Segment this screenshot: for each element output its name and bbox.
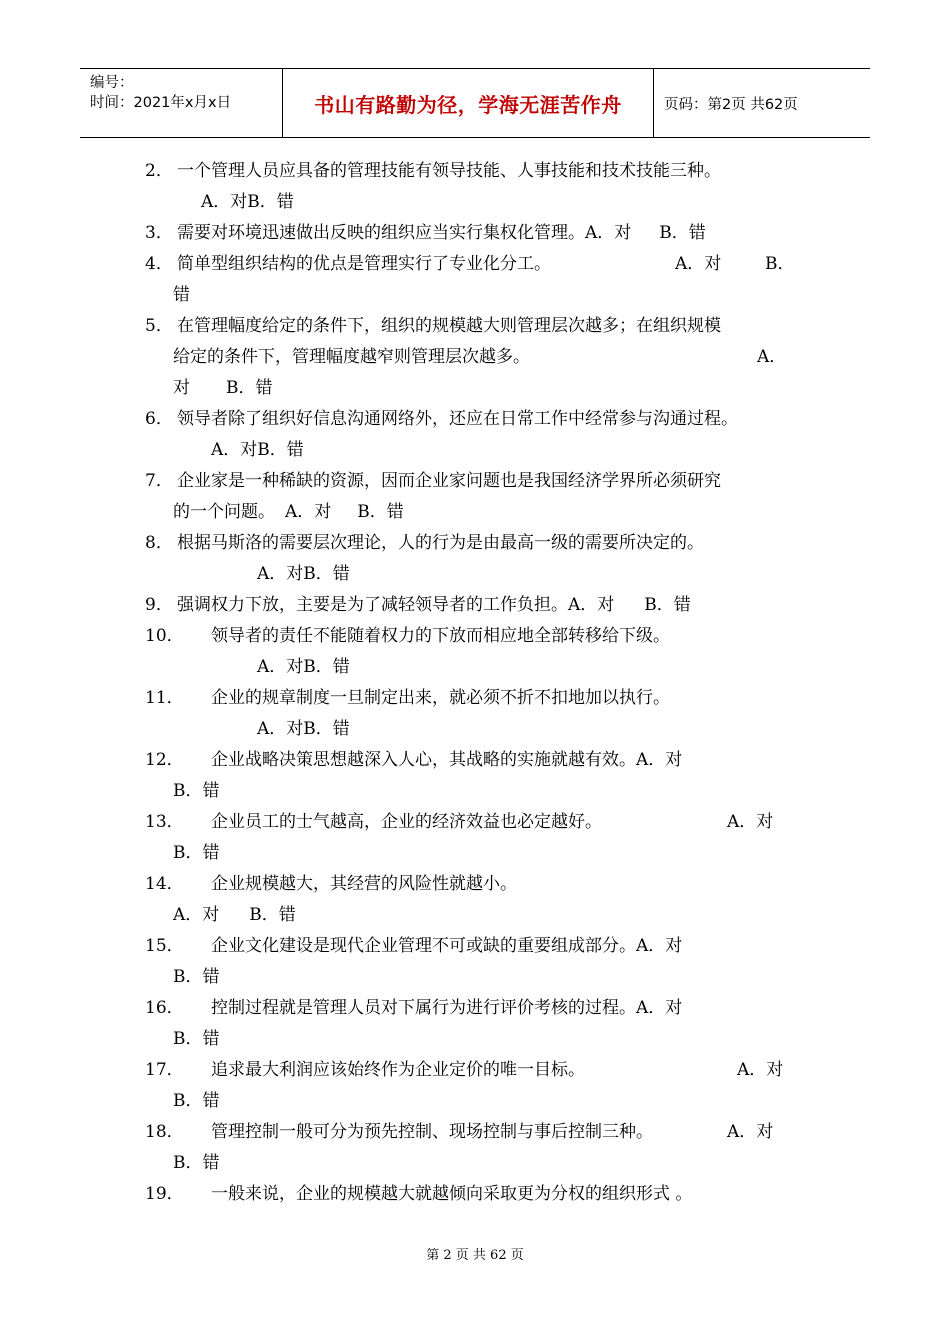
question-12 — [145, 745, 815, 776]
footer-page-number: 第 2 页 共 62 页 — [426, 1248, 524, 1263]
question-text: 简单型组织结构的优点是管理实行了专业化分工。 — [177, 254, 551, 274]
option-b[interactable]: B．错 — [173, 1029, 220, 1049]
option-a[interactable]: A．对 — [727, 1122, 774, 1142]
question-text: 强调权力下放，主要是为了减轻领导者的工作负担。 — [177, 595, 568, 615]
question-number: 7． — [145, 471, 173, 491]
page-footer — [0, 1244, 950, 1263]
option-b[interactable]: B．错 — [303, 719, 350, 739]
header-page-cell — [654, 69, 870, 137]
question-15 — [145, 931, 815, 962]
question-text: 一个管理人员应具备的管理技能有领导技能、人事技能和技术技能三种。 — [177, 161, 721, 181]
option-b[interactable]: B．错 — [303, 657, 350, 677]
option-a[interactable]: A．对 — [285, 502, 332, 522]
question-list — [145, 156, 815, 1210]
option-b[interactable]: B．错 — [173, 1153, 220, 1173]
question-17 — [145, 1055, 815, 1086]
question-number: 3． — [145, 223, 173, 243]
question-15-cont — [145, 962, 815, 993]
option-b[interactable]: B．错 — [247, 192, 294, 212]
question-text: 领导者除了组织好信息沟通网络外，还应在日常工作中经常参与沟通过程。 — [177, 409, 738, 429]
question-5-options: 对 B．错 — [173, 378, 273, 398]
question-number: 17． — [145, 1060, 184, 1080]
option-a[interactable]: A．对 — [636, 936, 683, 956]
question-text: 企业战略决策思想越深入人心，其战略的实施就越有效。 — [211, 750, 636, 770]
option-b[interactable]: B．错 — [173, 1091, 220, 1111]
option-a[interactable]: A．对 — [675, 254, 722, 274]
question-7-line2 — [145, 497, 815, 528]
question-10-options — [145, 652, 815, 683]
question-14 — [145, 869, 815, 900]
question-number: 11． — [145, 688, 184, 708]
question-13 — [145, 807, 815, 838]
option-a[interactable]: A．对 — [585, 223, 632, 243]
question-9 — [145, 590, 815, 621]
option-a[interactable]: A．对 — [257, 657, 304, 677]
question-4: 4． 简单型组织结构的优点是管理实行了专业化分工。 A．对 B． — [145, 249, 815, 280]
question-8-options — [145, 559, 815, 590]
option-a[interactable]: A．对 — [201, 192, 248, 212]
question-11-options — [145, 714, 815, 745]
question-number: 13． — [145, 812, 184, 832]
question-text: 在管理幅度给定的条件下，组织的规模越大则管理层次越多；在组织规模 — [177, 316, 721, 336]
header-motto-cell — [282, 69, 654, 137]
question-18-cont — [145, 1148, 815, 1179]
question-number: 8． — [145, 533, 173, 553]
question-text: 企业的规章制度一旦制定出来，就必须不折不扣地加以执行。 — [211, 688, 670, 708]
question-2 — [145, 156, 815, 187]
question-16-cont — [145, 1024, 815, 1055]
question-text: 追求最大利润应该始终作为企业定价的唯一目标。 — [211, 1060, 585, 1080]
question-3 — [145, 218, 815, 249]
option-b[interactable]: B．错 — [226, 378, 273, 398]
option-a[interactable]: A．对 — [636, 998, 683, 1018]
question-text: 企业文化建设是现代企业管理不可或缺的重要组成部分。 — [211, 936, 636, 956]
question-text: 根据马斯洛的需要层次理论，人的行为是由最高一级的需要所决定的。 — [177, 533, 704, 553]
question-number: 6． — [145, 409, 173, 429]
question-6 — [145, 404, 815, 435]
option-b[interactable]: B．错 — [257, 440, 304, 460]
question-5-line2: 给定的条件下，管理幅度越窄则管理层次越多。 A． — [173, 347, 787, 367]
question-number: 9． — [145, 595, 173, 615]
question-16 — [145, 993, 815, 1024]
question-13-cont — [145, 838, 815, 869]
question-text-2: 的一个问题。 — [173, 502, 275, 522]
question-number: 19． — [145, 1184, 184, 1204]
page-label: 页码：第2页 共62页 — [664, 96, 798, 113]
question-11 — [145, 683, 815, 714]
question-text: 企业家是一种稀缺的资源，因而企业家问题也是我国经济学界所必须研究 — [177, 471, 721, 491]
option-a[interactable]: A．对 — [636, 750, 683, 770]
question-text: 控制过程就是管理人员对下属行为进行评价考核的过程。 — [211, 998, 636, 1018]
number-label: 编号： — [90, 75, 134, 91]
motto: 书山有路勤为径，学海无涯苦作舟 — [314, 92, 622, 117]
option-b[interactable]: B．错 — [173, 781, 220, 801]
header-meta-cell — [80, 69, 282, 137]
option-a[interactable]: A．对 — [737, 1060, 784, 1080]
option-a[interactable]: A．对 — [173, 905, 220, 925]
option-b[interactable]: B．错 — [173, 967, 220, 987]
question-19 — [145, 1179, 815, 1210]
question-text: 企业规模越大，其经营的风险性就越小。 — [211, 874, 517, 894]
question-5 — [145, 311, 815, 342]
question-10 — [145, 621, 815, 652]
option-a[interactable]: A．对 — [568, 595, 615, 615]
question-4-cont: 错 — [173, 285, 190, 305]
option-b[interactable]: B．错 — [357, 502, 404, 522]
question-number: 5． — [145, 316, 173, 336]
question-number: 10． — [145, 626, 184, 646]
question-number: 18． — [145, 1122, 184, 1142]
question-text: 管理控制一般可分为预先控制、现场控制与事后控制三种。 — [211, 1122, 653, 1142]
question-number: 14． — [145, 874, 184, 894]
option-a[interactable]: A．对 — [257, 564, 304, 584]
question-number: 4． — [145, 254, 173, 274]
question-text: 领导者的责任不能随着权力的下放而相应地全部转移给下级。 — [211, 626, 670, 646]
question-number: 2． — [145, 161, 173, 181]
option-b[interactable]: B．错 — [659, 223, 706, 243]
option-b[interactable]: B．错 — [303, 564, 350, 584]
question-8 — [145, 528, 815, 559]
question-6-options — [145, 435, 815, 466]
question-number: 16． — [145, 998, 184, 1018]
option-b[interactable]: B．错 — [249, 905, 296, 925]
question-18 — [145, 1117, 815, 1148]
time-label: 时间：2021年x月x日 — [90, 95, 232, 111]
option-a[interactable]: A．对 — [727, 812, 774, 832]
question-7 — [145, 466, 815, 497]
option-a[interactable]: A．对 — [257, 719, 304, 739]
option-b[interactable]: B．错 — [644, 595, 691, 615]
option-b[interactable]: B．错 — [173, 843, 220, 863]
question-17-cont — [145, 1086, 815, 1117]
question-number: 15． — [145, 936, 184, 956]
document-header — [80, 68, 870, 138]
question-text: 一般来说，企业的规模越大就越倾向采取更为分权的组织形式 。 — [211, 1184, 693, 1204]
question-text-2: 给定的条件下，管理幅度越窄则管理层次越多。 — [173, 347, 530, 367]
question-number: 12． — [145, 750, 184, 770]
question-12-cont — [145, 776, 815, 807]
question-14-options — [145, 900, 815, 931]
option-a[interactable]: A．对 — [211, 440, 258, 460]
question-2-options — [145, 187, 815, 218]
question-text: 企业员工的士气越高，企业的经济效益也必定越好。 — [211, 812, 602, 832]
question-text: 需要对环境迅速做出反映的组织应当实行集权化管理。 — [177, 223, 585, 243]
